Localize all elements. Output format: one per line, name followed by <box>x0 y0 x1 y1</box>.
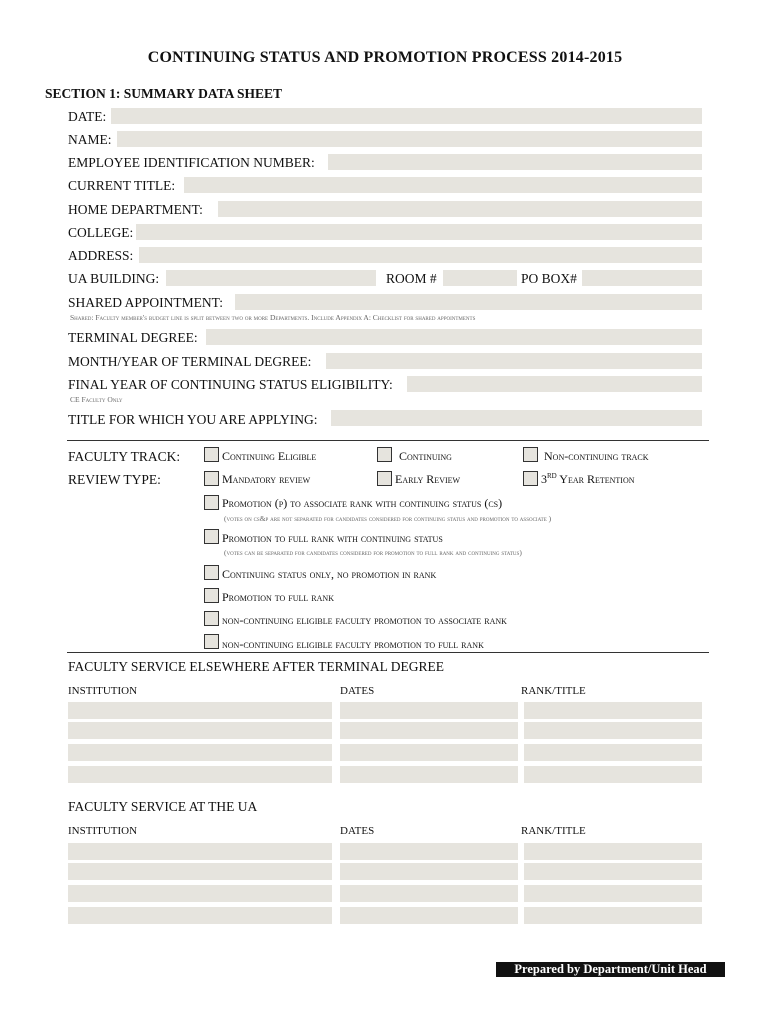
home-department-label: HOME DEPARTMENT: <box>68 202 203 217</box>
checkbox-mandatory-review[interactable] <box>204 471 219 486</box>
section-heading: SECTION 1: SUMMARY DATA SHEET <box>45 86 283 101</box>
dates-cell[interactable] <box>340 907 518 924</box>
review-type-label: REVIEW TYPE: <box>68 472 161 487</box>
final-year-cs-field[interactable] <box>407 376 702 392</box>
current-title-field[interactable] <box>184 177 702 193</box>
room-label: ROOM # <box>386 271 437 286</box>
checkbox-promotion-associate-cs[interactable] <box>204 495 219 510</box>
checkbox-continuing[interactable] <box>377 447 392 462</box>
institution-cell[interactable] <box>68 863 332 880</box>
option-non-continuing: Non-continuing track <box>544 449 649 463</box>
rank-title-cell[interactable] <box>524 766 702 783</box>
option-continuing: Continuing <box>399 449 452 463</box>
page-title: CONTINUING STATUS AND PROMOTION PROCESS 2014-2015 <box>147 49 623 66</box>
checkbox-early-review[interactable] <box>377 471 392 486</box>
date-label: DATE: <box>68 109 107 124</box>
ua-building-field[interactable] <box>166 270 376 286</box>
month-year-degree-field[interactable] <box>326 353 702 369</box>
address-field[interactable] <box>139 247 702 263</box>
divider <box>67 652 709 653</box>
dates-cell[interactable] <box>340 744 518 761</box>
rank-title-cell[interactable] <box>524 885 702 902</box>
month-year-degree-label: MONTH/YEAR OF TERMINAL DEGREE: <box>68 354 312 369</box>
rank-title-cell[interactable] <box>524 843 702 860</box>
po-box-label: PO BOX# <box>521 271 577 286</box>
dates-cell[interactable] <box>340 843 518 860</box>
final-year-cs-label: FINAL YEAR OF CONTINUING STATUS ELIGIBILITY: <box>68 377 393 392</box>
checkbox-nc-full[interactable] <box>204 634 219 649</box>
option-early-review: Early Review <box>395 472 461 486</box>
option-promotion-full-cs: Promotion to full rank with continuing status <box>222 531 443 545</box>
option-promotion-associate-cs: Promotion (p) to associate rank with continuing status (cs) <box>222 496 503 510</box>
rank-title-cell[interactable] <box>524 744 702 761</box>
employee-id-label: EMPLOYEE IDENTIFICATION NUMBER: <box>68 155 315 170</box>
name-field[interactable] <box>117 131 702 147</box>
option-nc-associate: non-continuing eligible faculty promotion to associate rank <box>222 613 507 627</box>
service-ua-heading: FACULTY SERVICE AT THE UA <box>68 799 258 814</box>
subnote-full: (votes can be separated for candidates considered for promotion to full rank and continuing status) <box>224 548 522 557</box>
title-applying-label: TITLE FOR WHICH YOU ARE APPLYING: <box>68 412 318 427</box>
checkbox-cs-only[interactable] <box>204 565 219 580</box>
dates-cell[interactable] <box>340 863 518 880</box>
ce-note: CE Faculty Only <box>70 395 123 404</box>
title-applying-field[interactable] <box>331 410 702 426</box>
checkbox-continuing-eligible[interactable] <box>204 447 219 462</box>
checkbox-promotion-full[interactable] <box>204 588 219 603</box>
institution-cell[interactable] <box>68 907 332 924</box>
subnote-associate: (votes on cs&p are not separated for candidates considered for continuing status and promotion to associate ) <box>224 514 552 523</box>
checkbox-nc-associate[interactable] <box>204 611 219 626</box>
name-label: NAME: <box>68 132 112 147</box>
rank-title-cell[interactable] <box>524 722 702 739</box>
terminal-degree-field[interactable] <box>206 329 702 345</box>
institution-cell[interactable] <box>68 843 332 860</box>
divider <box>67 440 709 441</box>
institution-cell[interactable] <box>68 722 332 739</box>
institution-cell[interactable] <box>68 766 332 783</box>
rank-title-cell[interactable] <box>524 863 702 880</box>
college-label: COLLEGE: <box>68 225 134 240</box>
college-field[interactable] <box>136 224 702 240</box>
home-department-field[interactable] <box>218 201 702 217</box>
dates-cell[interactable] <box>340 702 518 719</box>
prepared-by-footer: Prepared by Department/Unit Head <box>496 962 725 977</box>
shared-appointment-label: SHARED APPOINTMENT: <box>68 295 223 310</box>
column-rank-title: RANK/TITLE <box>521 685 586 697</box>
column-dates: DATES <box>340 825 375 837</box>
institution-cell[interactable] <box>68 744 332 761</box>
date-field[interactable] <box>111 108 702 124</box>
current-title-label: CURRENT TITLE: <box>68 178 176 193</box>
checkbox-promotion-full-cs[interactable] <box>204 529 219 544</box>
option-third-year: 3RD Year Retention <box>541 472 635 486</box>
employee-id-field[interactable] <box>328 154 702 170</box>
po-box-field[interactable] <box>582 270 702 286</box>
terminal-degree-label: TERMINAL DEGREE: <box>68 330 198 345</box>
service-elsewhere-heading: FACULTY SERVICE ELSEWHERE AFTER TERMINAL DEGREE <box>68 659 445 674</box>
dates-cell[interactable] <box>340 885 518 902</box>
column-institution: INSTITUTION <box>68 685 138 697</box>
dates-cell[interactable] <box>340 766 518 783</box>
shared-note: Shared: Faculty member's budget line is split between two or more Departments. Include Appendix A: Checklist for shared appointments <box>70 313 476 322</box>
checkbox-third-year[interactable] <box>523 471 538 486</box>
option-continuing-eligible: Continuing Eligible <box>222 449 317 463</box>
dates-cell[interactable] <box>340 722 518 739</box>
option-nc-full: non-continuing eligible faculty promotion to full rank <box>222 637 484 651</box>
column-institution: INSTITUTION <box>68 825 138 837</box>
option-cs-only: Continuing status only, no promotion in rank <box>222 567 437 581</box>
option-mandatory-review: Mandatory review <box>222 472 311 486</box>
ua-building-label: UA BUILDING: <box>68 271 160 286</box>
faculty-track-label: FACULTY TRACK: <box>68 449 181 464</box>
column-dates: DATES <box>340 685 375 697</box>
rank-title-cell[interactable] <box>524 907 702 924</box>
option-promotion-full: Promotion to full rank <box>222 590 334 604</box>
checkbox-non-continuing[interactable] <box>523 447 538 462</box>
institution-cell[interactable] <box>68 702 332 719</box>
institution-cell[interactable] <box>68 885 332 902</box>
shared-appointment-field[interactable] <box>235 294 702 310</box>
column-rank-title: RANK/TITLE <box>521 825 586 837</box>
rank-title-cell[interactable] <box>524 702 702 719</box>
address-label: ADDRESS: <box>68 248 134 263</box>
room-field[interactable] <box>443 270 517 286</box>
